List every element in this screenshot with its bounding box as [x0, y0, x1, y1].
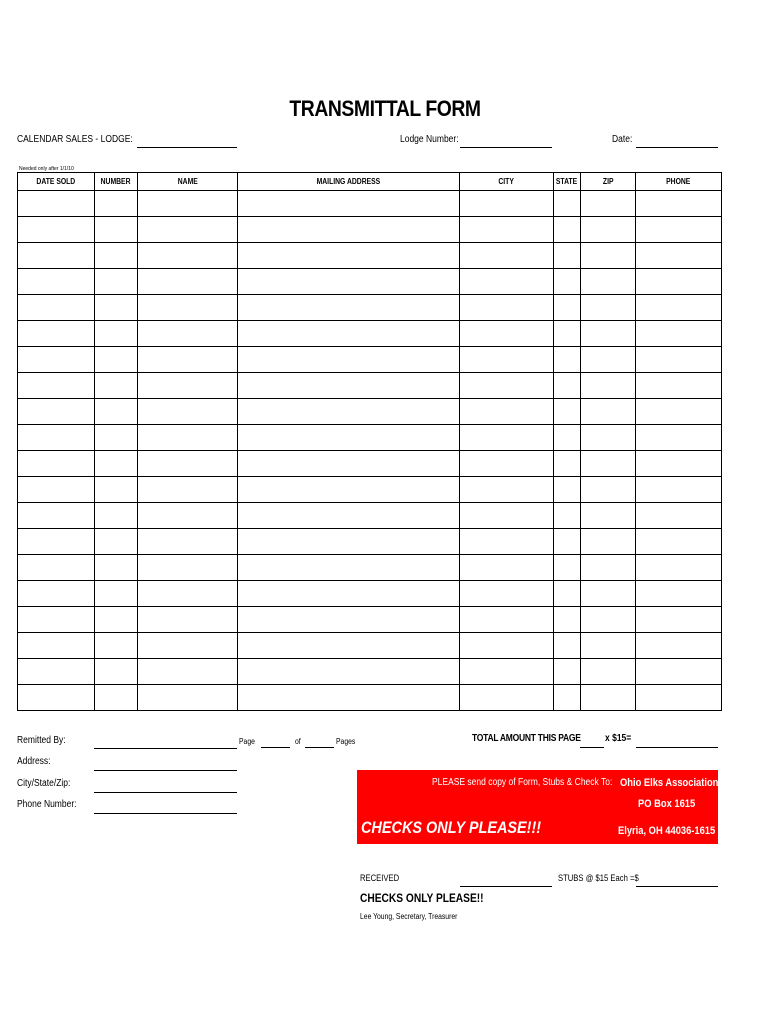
table-cell[interactable]	[581, 633, 636, 659]
table-cell[interactable]	[554, 659, 581, 685]
table-cell[interactable]	[18, 269, 95, 295]
city-zip: Elyria, OH 44036-1615	[618, 825, 716, 837]
page-number-field[interactable]	[261, 747, 290, 748]
table-body	[18, 191, 722, 711]
total-count-field[interactable]	[580, 747, 604, 748]
table-cell[interactable]	[95, 347, 138, 373]
table-cell[interactable]	[238, 269, 460, 295]
table-cell[interactable]	[554, 243, 581, 269]
table-cell[interactable]	[238, 321, 460, 347]
table-cell[interactable]	[636, 373, 722, 399]
table-cell[interactable]	[138, 295, 238, 321]
table-cell[interactable]	[238, 555, 460, 581]
lodge-number-label: Lodge Number:	[400, 134, 459, 145]
table-cell[interactable]	[18, 347, 95, 373]
table-cell[interactable]	[636, 633, 722, 659]
city-state-zip-label: City/State/Zip:	[17, 778, 71, 789]
table-cell[interactable]	[18, 633, 95, 659]
table-cell[interactable]	[95, 685, 138, 711]
table-row	[18, 607, 722, 633]
table-cell[interactable]	[18, 243, 95, 269]
table-row	[18, 295, 722, 321]
table-cell[interactable]	[460, 347, 554, 373]
table-row	[18, 477, 722, 503]
remitted-by-label: Remitted By:	[17, 735, 66, 746]
table-header-row	[18, 173, 722, 191]
table-cell[interactable]	[636, 425, 722, 451]
table-row	[18, 191, 722, 217]
of-label: of	[295, 737, 301, 746]
table-cell[interactable]	[581, 555, 636, 581]
received-field[interactable]	[460, 886, 552, 887]
table-row	[18, 633, 722, 659]
table-cell[interactable]	[95, 217, 138, 243]
received-label: RECEIVED	[360, 873, 400, 883]
table-cell[interactable]	[138, 425, 238, 451]
table-cell[interactable]	[138, 555, 238, 581]
table-cell[interactable]	[554, 529, 581, 555]
column-header-mailing-address: MAILING ADDRESS	[238, 173, 460, 191]
total-amount-label: TOTAL AMOUNT THIS PAGE	[472, 733, 581, 744]
lodge-field[interactable]	[137, 147, 237, 148]
sales-table	[17, 172, 722, 711]
table-cell[interactable]	[95, 659, 138, 685]
table-row	[18, 503, 722, 529]
table-cell[interactable]	[238, 295, 460, 321]
phone-number-label: Phone Number:	[17, 799, 77, 810]
table-cell[interactable]	[138, 191, 238, 217]
table-cell[interactable]	[581, 581, 636, 607]
table-cell[interactable]	[18, 685, 95, 711]
table-cell[interactable]	[95, 321, 138, 347]
form-title: TRANSMITTAL FORM	[289, 96, 481, 121]
table-row	[18, 659, 722, 685]
table-cell[interactable]	[460, 451, 554, 477]
table-cell[interactable]	[95, 607, 138, 633]
table-cell[interactable]	[554, 555, 581, 581]
table-cell[interactable]	[581, 399, 636, 425]
table-cell[interactable]	[138, 633, 238, 659]
table-cell[interactable]	[581, 503, 636, 529]
checks-only-label: CHECKS ONLY PLEASE!!	[360, 891, 484, 905]
table-cell[interactable]	[636, 607, 722, 633]
table-cell[interactable]	[138, 217, 238, 243]
table-cell[interactable]	[636, 295, 722, 321]
table-cell[interactable]	[554, 607, 581, 633]
city-state-zip-field[interactable]	[94, 792, 237, 793]
table-cell[interactable]	[18, 399, 95, 425]
table-cell[interactable]	[18, 607, 95, 633]
table-cell[interactable]	[95, 503, 138, 529]
table-cell[interactable]	[138, 477, 238, 503]
table-cell[interactable]	[238, 633, 460, 659]
table-cell[interactable]	[238, 581, 460, 607]
table-cell[interactable]	[18, 321, 95, 347]
table-row	[18, 425, 722, 451]
table-cell[interactable]	[18, 217, 95, 243]
table-cell[interactable]	[460, 321, 554, 347]
table-cell[interactable]	[238, 659, 460, 685]
table-cell[interactable]	[554, 373, 581, 399]
table-cell[interactable]	[460, 685, 554, 711]
table-cell[interactable]	[554, 295, 581, 321]
table-cell[interactable]	[581, 347, 636, 373]
table-cell[interactable]	[238, 607, 460, 633]
table-cell[interactable]	[554, 477, 581, 503]
table-cell[interactable]	[636, 685, 722, 711]
table-cell[interactable]	[581, 373, 636, 399]
address-label: Address:	[17, 756, 51, 767]
table-cell[interactable]	[95, 243, 138, 269]
table-cell[interactable]	[581, 685, 636, 711]
address-field[interactable]	[94, 770, 237, 771]
table-cell[interactable]	[460, 659, 554, 685]
column-header-phone: PHONE	[636, 173, 722, 191]
column-header-number: NUMBER	[95, 173, 138, 191]
table-cell[interactable]	[138, 659, 238, 685]
table-cell[interactable]	[636, 581, 722, 607]
table-cell[interactable]	[460, 295, 554, 321]
table-cell[interactable]	[18, 529, 95, 555]
table-cell[interactable]	[138, 581, 238, 607]
table-cell[interactable]	[460, 217, 554, 243]
table-cell[interactable]	[138, 685, 238, 711]
column-header-city: CITY	[460, 173, 554, 191]
table-cell[interactable]	[581, 217, 636, 243]
po-box: PO Box 1615	[638, 798, 696, 810]
times-fifteen-label: x $15=	[605, 733, 632, 744]
table-row	[18, 347, 722, 373]
table-cell[interactable]	[554, 191, 581, 217]
table-cell[interactable]	[581, 529, 636, 555]
table-cell[interactable]	[95, 633, 138, 659]
remitted-by-field[interactable]	[94, 748, 237, 749]
phone-number-field[interactable]	[94, 813, 237, 814]
stubs-label: STUBS @ $15 Each =$	[558, 873, 639, 883]
table-row	[18, 217, 722, 243]
table-cell[interactable]	[554, 451, 581, 477]
table-cell[interactable]	[95, 477, 138, 503]
table-cell[interactable]	[636, 659, 722, 685]
table-cell[interactable]	[138, 373, 238, 399]
table-cell[interactable]	[636, 503, 722, 529]
table-row	[18, 555, 722, 581]
table-cell[interactable]	[95, 451, 138, 477]
table-cell[interactable]	[581, 243, 636, 269]
table-cell[interactable]	[238, 217, 460, 243]
column-header-state: STATE	[554, 173, 581, 191]
table-row	[18, 321, 722, 347]
table-cell[interactable]	[581, 659, 636, 685]
table-row	[18, 529, 722, 555]
pages-label: Pages	[336, 737, 356, 746]
table-cell[interactable]	[554, 399, 581, 425]
send-note: PLEASE send copy of Form, Stubs & Check To:	[432, 777, 613, 788]
lodge-label: CALENDAR SALES - LODGE:	[17, 134, 133, 145]
table-cell[interactable]	[238, 399, 460, 425]
table-cell[interactable]	[636, 451, 722, 477]
table-row	[18, 269, 722, 295]
needed-note: Needed only after 1/1/10	[19, 166, 74, 172]
table-cell[interactable]	[581, 607, 636, 633]
table-row	[18, 243, 722, 269]
table-cell[interactable]	[460, 607, 554, 633]
table-cell[interactable]	[18, 503, 95, 529]
page-label: Page	[239, 737, 255, 746]
table-cell[interactable]	[138, 347, 238, 373]
table-cell[interactable]	[18, 425, 95, 451]
table-cell[interactable]	[554, 633, 581, 659]
total-amount-field[interactable]	[636, 747, 718, 748]
table-cell[interactable]	[238, 373, 460, 399]
table-cell[interactable]	[18, 451, 95, 477]
table-cell[interactable]	[460, 373, 554, 399]
table-row	[18, 373, 722, 399]
table-cell[interactable]	[636, 321, 722, 347]
table-cell[interactable]	[460, 555, 554, 581]
table-cell[interactable]	[460, 633, 554, 659]
lodge-number-field[interactable]	[460, 147, 552, 148]
table-cell[interactable]	[238, 243, 460, 269]
table-cell[interactable]	[636, 477, 722, 503]
table-cell[interactable]	[95, 555, 138, 581]
table-cell[interactable]	[460, 477, 554, 503]
table-cell[interactable]	[18, 555, 95, 581]
table-cell[interactable]	[460, 581, 554, 607]
table-cell[interactable]	[138, 451, 238, 477]
table-cell[interactable]	[581, 321, 636, 347]
table-cell[interactable]	[238, 529, 460, 555]
table-cell[interactable]	[636, 555, 722, 581]
page-total-field[interactable]	[305, 747, 334, 748]
table-cell[interactable]	[460, 399, 554, 425]
table-cell[interactable]	[238, 191, 460, 217]
table-cell[interactable]	[581, 269, 636, 295]
table-cell[interactable]	[554, 503, 581, 529]
table-cell[interactable]	[95, 295, 138, 321]
table-cell[interactable]	[460, 529, 554, 555]
table-cell[interactable]	[460, 503, 554, 529]
table-cell[interactable]	[581, 477, 636, 503]
table-cell[interactable]	[636, 191, 722, 217]
table-row	[18, 685, 722, 711]
table-cell[interactable]	[636, 399, 722, 425]
table-cell[interactable]	[138, 269, 238, 295]
signature-line: Lee Young, Secretary, Treasurer	[360, 912, 458, 921]
table-cell[interactable]	[554, 425, 581, 451]
table-cell[interactable]	[238, 477, 460, 503]
table-cell[interactable]	[554, 347, 581, 373]
org-name: Ohio Elks Association	[620, 777, 719, 789]
table-cell[interactable]	[636, 269, 722, 295]
table-row	[18, 399, 722, 425]
table-cell[interactable]	[138, 399, 238, 425]
table-cell[interactable]	[95, 191, 138, 217]
table-cell[interactable]	[238, 451, 460, 477]
table-cell[interactable]	[138, 243, 238, 269]
table-cell[interactable]	[95, 581, 138, 607]
table-cell[interactable]	[18, 659, 95, 685]
table-cell[interactable]	[460, 243, 554, 269]
table-cell[interactable]	[238, 685, 460, 711]
table-cell[interactable]	[95, 529, 138, 555]
table-cell[interactable]	[554, 321, 581, 347]
table-cell[interactable]	[460, 425, 554, 451]
table-cell[interactable]	[554, 217, 581, 243]
table-row	[18, 581, 722, 607]
table-row	[18, 451, 722, 477]
table-cell[interactable]	[636, 243, 722, 269]
table-cell[interactable]	[581, 191, 636, 217]
table-cell[interactable]	[138, 503, 238, 529]
table-cell[interactable]	[18, 191, 95, 217]
checks-only-red: CHECKS ONLY PLEASE!!!	[361, 818, 542, 837]
date-field[interactable]	[636, 147, 718, 148]
table-cell[interactable]	[460, 269, 554, 295]
table-cell[interactable]	[636, 347, 722, 373]
table-cell[interactable]	[238, 347, 460, 373]
table-cell[interactable]	[554, 581, 581, 607]
table-cell[interactable]	[18, 581, 95, 607]
table-cell[interactable]	[581, 295, 636, 321]
table-cell[interactable]	[18, 373, 95, 399]
table-cell[interactable]	[581, 451, 636, 477]
table-cell[interactable]	[554, 685, 581, 711]
table-cell[interactable]	[95, 269, 138, 295]
table-cell[interactable]	[138, 321, 238, 347]
table-cell[interactable]	[460, 191, 554, 217]
date-label: Date:	[612, 134, 633, 145]
table-cell[interactable]	[18, 295, 95, 321]
table-cell[interactable]	[95, 425, 138, 451]
table-cell[interactable]	[95, 373, 138, 399]
stubs-amount-field[interactable]	[636, 886, 718, 887]
table-cell[interactable]	[636, 529, 722, 555]
table-cell[interactable]	[554, 269, 581, 295]
table-cell[interactable]	[238, 503, 460, 529]
table-cell[interactable]	[238, 425, 460, 451]
table-cell[interactable]	[138, 607, 238, 633]
table-cell[interactable]	[636, 217, 722, 243]
column-header-zip: ZIP	[581, 173, 636, 191]
column-header-name: NAME	[138, 173, 238, 191]
table-cell[interactable]	[581, 425, 636, 451]
column-header-date-sold: DATE SOLD	[18, 173, 95, 191]
table-cell[interactable]	[95, 399, 138, 425]
table-cell[interactable]	[18, 477, 95, 503]
table-cell[interactable]	[138, 529, 238, 555]
